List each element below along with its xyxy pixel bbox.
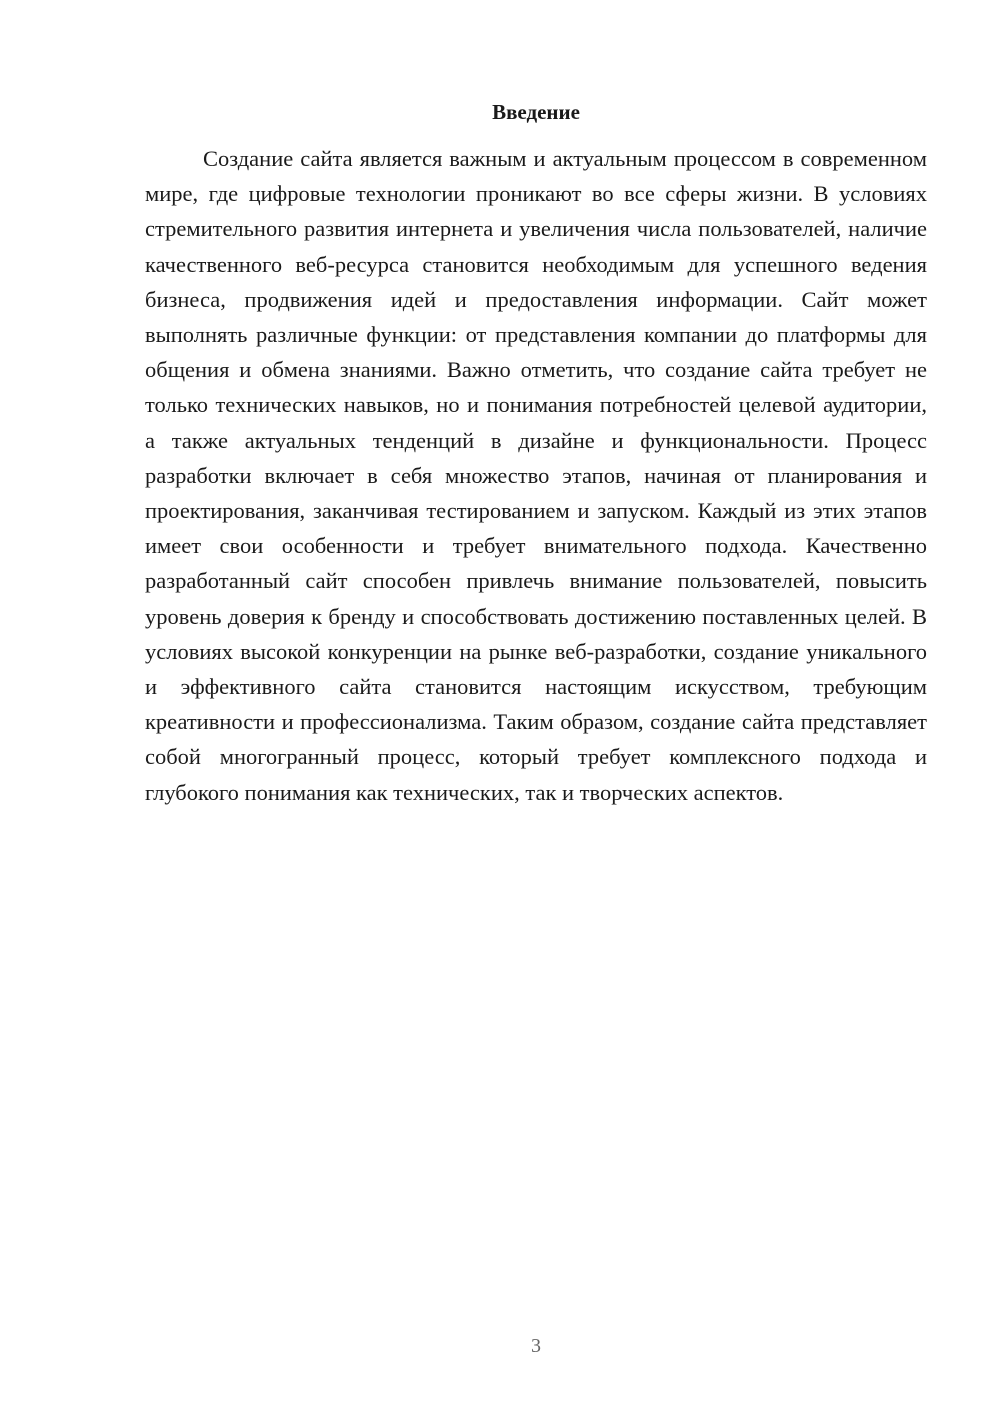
page-number: 3 [531,1335,541,1357]
introduction-paragraph: Создание сайта является важным и актуальным процессом в современном мире, где цифровые технологии проникают во все сферы жизни. В условиях стремительного развития интернета и увеличения числа пользователей, наличие качественного веб-ресурса становится необходимым для успешного ведения бизнеса, продвижения идей и предоставления информации. Сайт может выполнять различные функции: от представления компании до платформы для общения и обмена знаниями. Важно отметить, что создание сайта требует не только технических навыков, но и понимания потребностей целевой аудитории, а также актуальных тенденций в дизайне и функциональности. Процесс разработки включает в себя множество этапов, начиная от планирования и проектирования, заканчивая тестированием и запуском. Каждый из этих этапов имеет свои особенности и требует внимательного подхода. Качественно разработанный сайт способен привлечь внимание пользователей, повысить уровень доверия к бренду и способствовать достижению поставленных целей. В условиях высокой конкуренции на рынке веб-разработки, создание уникального и эффективного сайта становится настоящим искусством, требующим креативности и профессионализма. Таким образом, создание сайта представляет собой многогранный процесс, который требует комплексного подхода и глубокого понимания как технических, так и творческих аспектов. [145,146,927,805]
section-heading: Введение [492,100,580,124]
